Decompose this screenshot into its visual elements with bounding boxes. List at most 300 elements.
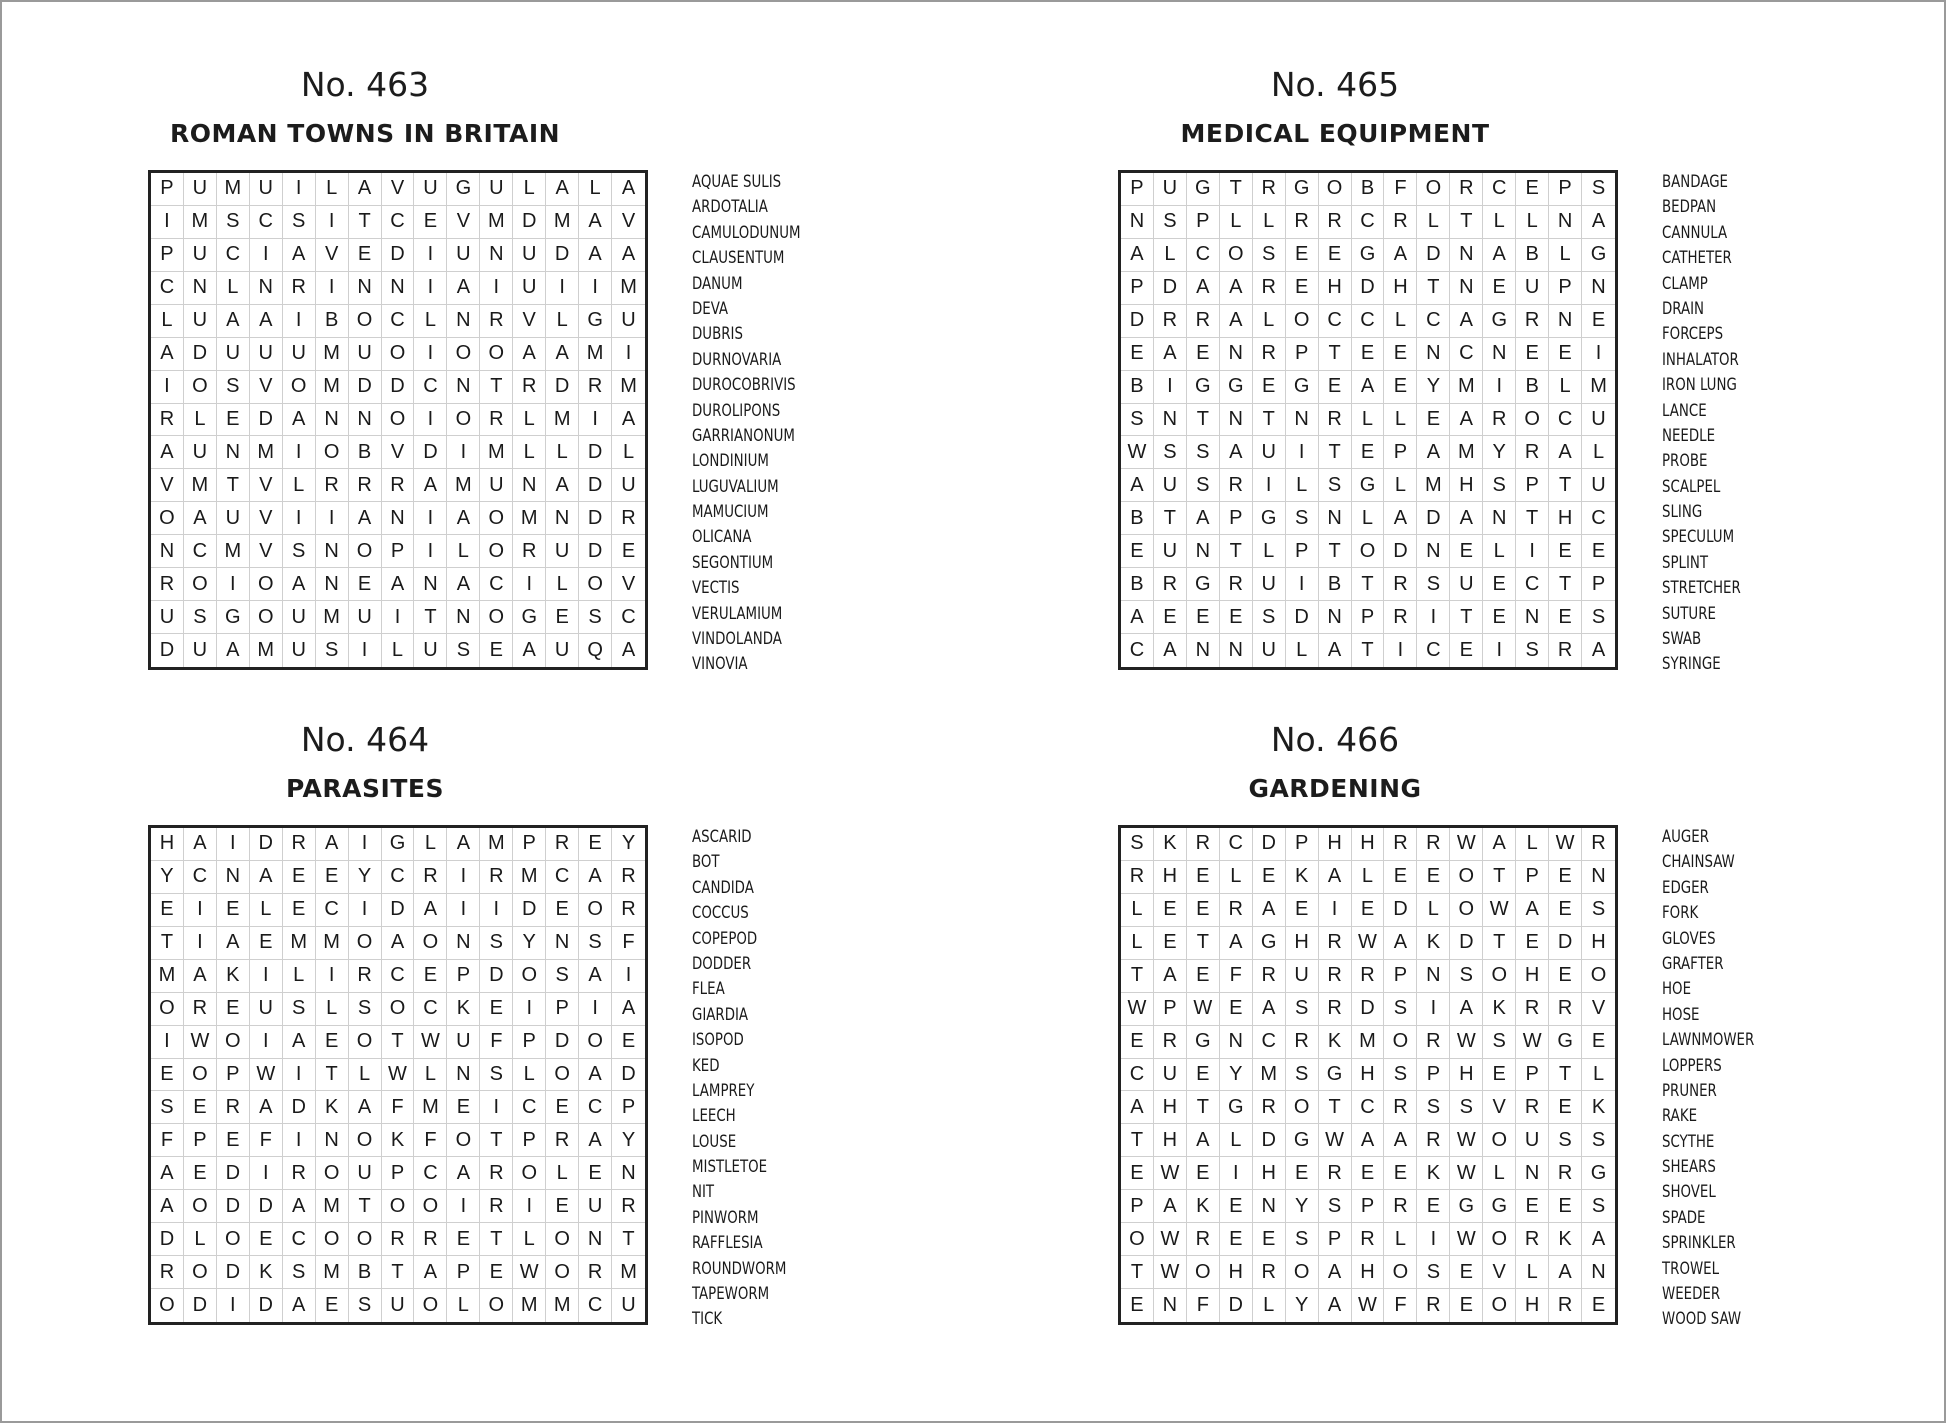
grid-cell[interactable]: E xyxy=(1121,1289,1154,1322)
grid-cell[interactable]: E xyxy=(1549,894,1582,927)
grid-cell[interactable]: R xyxy=(151,404,184,437)
grid-cell[interactable]: S xyxy=(283,993,316,1026)
grid-cell[interactable]: R xyxy=(1384,1091,1417,1124)
grid-cell[interactable]: D xyxy=(250,404,283,437)
grid-cell[interactable]: R xyxy=(1384,1190,1417,1223)
grid-cell[interactable]: E xyxy=(1352,436,1385,469)
grid-cell[interactable]: E xyxy=(1121,1026,1154,1059)
grid-cell[interactable]: C xyxy=(184,861,217,894)
grid-cell[interactable]: L xyxy=(217,272,250,305)
grid-cell[interactable]: W xyxy=(382,1059,415,1092)
grid-cell[interactable]: O xyxy=(184,371,217,404)
grid-cell[interactable]: S xyxy=(1549,1124,1582,1157)
grid-cell[interactable]: T xyxy=(1516,502,1549,535)
grid-cell[interactable]: M xyxy=(184,206,217,239)
grid-cell[interactable]: V xyxy=(612,568,645,601)
grid-cell[interactable]: I xyxy=(1286,436,1319,469)
grid-cell[interactable]: C xyxy=(1352,206,1385,239)
grid-cell[interactable]: E xyxy=(1483,272,1516,305)
grid-cell[interactable]: F xyxy=(1384,173,1417,206)
grid-cell[interactable]: R xyxy=(1253,960,1286,993)
grid-cell[interactable]: O xyxy=(447,338,480,371)
grid-cell[interactable]: U xyxy=(217,502,250,535)
grid-cell[interactable]: N xyxy=(1319,502,1352,535)
grid-cell[interactable]: T xyxy=(480,1223,513,1256)
grid-cell[interactable]: H xyxy=(1154,861,1187,894)
grid-cell[interactable]: A xyxy=(1319,634,1352,667)
grid-cell[interactable]: A xyxy=(1220,305,1253,338)
grid-cell[interactable]: I xyxy=(447,436,480,469)
grid-cell[interactable]: U xyxy=(1253,568,1286,601)
grid-cell[interactable]: D xyxy=(1154,272,1187,305)
grid-cell[interactable]: H xyxy=(1286,927,1319,960)
grid-cell[interactable]: T xyxy=(1121,1256,1154,1289)
grid-cell[interactable]: D xyxy=(1384,535,1417,568)
grid-cell[interactable]: M xyxy=(1352,1026,1385,1059)
grid-cell[interactable]: E xyxy=(579,828,612,861)
grid-cell[interactable]: U xyxy=(447,1026,480,1059)
grid-cell[interactable]: I xyxy=(414,338,447,371)
grid-cell[interactable]: N xyxy=(480,239,513,272)
grid-cell[interactable]: R xyxy=(1220,568,1253,601)
grid-cell[interactable]: U xyxy=(184,173,217,206)
grid-cell[interactable]: F xyxy=(1384,1289,1417,1322)
grid-cell[interactable]: E xyxy=(1417,404,1450,437)
grid-cell[interactable]: E xyxy=(1352,1157,1385,1190)
grid-cell[interactable]: S xyxy=(480,927,513,960)
grid-cell[interactable]: W xyxy=(1483,894,1516,927)
grid-cell[interactable]: E xyxy=(316,1289,349,1322)
grid-cell[interactable]: D xyxy=(546,371,579,404)
grid-cell[interactable]: D xyxy=(283,1091,316,1124)
grid-cell[interactable]: S xyxy=(1187,469,1220,502)
grid-cell[interactable]: U xyxy=(349,601,382,634)
grid-cell[interactable]: L xyxy=(283,960,316,993)
grid-cell[interactable]: E xyxy=(1187,601,1220,634)
grid-cell[interactable]: U xyxy=(546,634,579,667)
grid-cell[interactable]: E xyxy=(349,239,382,272)
grid-cell[interactable]: I xyxy=(382,601,415,634)
grid-cell[interactable]: P xyxy=(1352,1190,1385,1223)
grid-cell[interactable]: M xyxy=(447,469,480,502)
grid-cell[interactable]: R xyxy=(1319,206,1352,239)
grid-cell[interactable]: P xyxy=(1220,502,1253,535)
grid-cell[interactable]: E xyxy=(1319,239,1352,272)
grid-cell[interactable]: O xyxy=(1286,1256,1319,1289)
grid-cell[interactable]: H xyxy=(1319,272,1352,305)
grid-cell[interactable]: A xyxy=(513,634,546,667)
grid-cell[interactable]: A xyxy=(1384,1124,1417,1157)
grid-cell[interactable]: E xyxy=(1549,1190,1582,1223)
grid-cell[interactable]: Y xyxy=(151,861,184,894)
grid-cell[interactable]: L xyxy=(513,1059,546,1092)
grid-cell[interactable]: M xyxy=(546,404,579,437)
grid-cell[interactable]: P xyxy=(1286,338,1319,371)
grid-cell[interactable]: W xyxy=(250,1059,283,1092)
grid-cell[interactable]: U xyxy=(1154,469,1187,502)
grid-cell[interactable]: A xyxy=(151,338,184,371)
grid-cell[interactable]: A xyxy=(546,338,579,371)
grid-cell[interactable]: S xyxy=(1450,960,1483,993)
grid-cell[interactable]: N xyxy=(217,861,250,894)
grid-cell[interactable]: O xyxy=(480,338,513,371)
grid-cell[interactable]: D xyxy=(480,960,513,993)
grid-cell[interactable]: I xyxy=(217,828,250,861)
grid-cell[interactable]: U xyxy=(1154,1059,1187,1092)
grid-cell[interactable]: T xyxy=(1154,502,1187,535)
grid-cell[interactable]: I xyxy=(1384,634,1417,667)
grid-cell[interactable]: G xyxy=(1286,173,1319,206)
grid-cell[interactable]: O xyxy=(184,1190,217,1223)
grid-cell[interactable]: U xyxy=(612,469,645,502)
grid-cell[interactable]: P xyxy=(447,1256,480,1289)
grid-cell[interactable]: L xyxy=(151,305,184,338)
grid-cell[interactable]: A xyxy=(1319,1256,1352,1289)
grid-cell[interactable]: V xyxy=(513,305,546,338)
grid-cell[interactable]: N xyxy=(349,404,382,437)
grid-cell[interactable]: D xyxy=(1286,601,1319,634)
grid-cell[interactable]: I xyxy=(414,272,447,305)
grid-cell[interactable]: E xyxy=(1450,634,1483,667)
grid-cell[interactable]: A xyxy=(1319,861,1352,894)
grid-cell[interactable]: T xyxy=(1253,404,1286,437)
grid-cell[interactable]: P xyxy=(1549,173,1582,206)
grid-cell[interactable]: A xyxy=(621,639,636,662)
grid-cell[interactable]: R xyxy=(612,894,645,927)
grid-cell[interactable]: A xyxy=(447,568,480,601)
grid-cell[interactable]: O xyxy=(579,568,612,601)
grid-cell[interactable]: E xyxy=(480,993,513,1026)
grid-cell[interactable]: P xyxy=(612,1091,645,1124)
grid-cell[interactable]: D xyxy=(612,1059,645,1092)
grid-cell[interactable]: E xyxy=(250,927,283,960)
grid-cell[interactable]: A xyxy=(283,568,316,601)
grid-cell[interactable]: T xyxy=(612,1223,645,1256)
grid-cell[interactable]: O xyxy=(217,1026,250,1059)
grid-cell[interactable]: C xyxy=(414,993,447,1026)
grid-cell[interactable]: U xyxy=(382,1289,415,1322)
grid-cell[interactable]: C xyxy=(1319,305,1352,338)
grid-cell[interactable]: I xyxy=(316,206,349,239)
grid-cell[interactable]: R xyxy=(1549,1157,1582,1190)
grid-cell[interactable]: E xyxy=(1187,960,1220,993)
grid-cell[interactable]: D xyxy=(579,436,612,469)
grid-cell[interactable]: A xyxy=(1483,828,1516,861)
grid-cell[interactable]: G xyxy=(1187,371,1220,404)
grid-cell[interactable]: G xyxy=(1319,1059,1352,1092)
grid-cell[interactable]: H xyxy=(1253,1157,1286,1190)
grid-cell[interactable]: E xyxy=(217,993,250,1026)
grid-cell[interactable]: N xyxy=(316,568,349,601)
grid-cell[interactable]: O xyxy=(1286,1091,1319,1124)
grid-cell[interactable]: D xyxy=(579,469,612,502)
grid-cell[interactable]: E xyxy=(1549,338,1582,371)
grid-cell[interactable]: P xyxy=(513,828,546,861)
grid-cell[interactable]: R xyxy=(1516,1223,1549,1256)
grid-cell[interactable]: C xyxy=(1516,568,1549,601)
grid-cell[interactable]: A xyxy=(546,469,579,502)
grid-cell[interactable]: S xyxy=(1582,1124,1615,1157)
grid-cell[interactable]: H xyxy=(1220,1256,1253,1289)
grid-cell[interactable]: T xyxy=(1549,1059,1582,1092)
grid-cell[interactable]: B xyxy=(1516,371,1549,404)
grid-cell[interactable]: A xyxy=(447,272,480,305)
grid-cell[interactable]: H xyxy=(1352,828,1385,861)
grid-cell[interactable]: E xyxy=(1549,861,1582,894)
grid-cell[interactable]: R xyxy=(283,1157,316,1190)
grid-cell[interactable]: I xyxy=(579,993,612,1026)
grid-cell[interactable]: S xyxy=(316,634,349,667)
grid-cell[interactable]: U xyxy=(283,338,316,371)
grid-cell[interactable]: L xyxy=(513,404,546,437)
grid-cell[interactable]: C xyxy=(414,371,447,404)
grid-cell[interactable]: L xyxy=(1483,206,1516,239)
grid-cell[interactable]: N xyxy=(447,371,480,404)
grid-cell[interactable]: A xyxy=(1352,1124,1385,1157)
grid-cell[interactable]: F xyxy=(1220,960,1253,993)
grid-cell[interactable]: U xyxy=(1582,404,1615,437)
grid-cell[interactable]: P xyxy=(513,1026,546,1059)
grid-cell[interactable]: O xyxy=(546,1059,579,1092)
grid-cell[interactable]: P xyxy=(184,1124,217,1157)
grid-cell[interactable]: A xyxy=(151,1190,184,1223)
grid-cell[interactable]: P xyxy=(447,960,480,993)
grid-cell[interactable]: C xyxy=(612,601,645,634)
grid-cell[interactable]: R xyxy=(382,469,415,502)
grid-cell[interactable]: I xyxy=(414,502,447,535)
grid-cell[interactable]: L xyxy=(1384,404,1417,437)
grid-cell[interactable]: A xyxy=(250,1091,283,1124)
grid-cell[interactable]: D xyxy=(1352,993,1385,1026)
grid-cell[interactable]: S xyxy=(1121,404,1154,437)
grid-cell[interactable]: U xyxy=(184,634,217,667)
grid-cell[interactable]: S xyxy=(283,535,316,568)
grid-cell[interactable]: N xyxy=(316,404,349,437)
grid-cell[interactable]: M xyxy=(316,371,349,404)
grid-cell[interactable]: L xyxy=(316,993,349,1026)
grid-cell[interactable]: L xyxy=(1286,634,1319,667)
grid-cell[interactable]: C xyxy=(316,894,349,927)
grid-cell[interactable]: O xyxy=(414,1190,447,1223)
grid-cell[interactable]: R xyxy=(349,960,382,993)
grid-cell[interactable]: R xyxy=(151,568,184,601)
grid-cell[interactable]: E xyxy=(1417,861,1450,894)
grid-cell[interactable]: S xyxy=(1516,634,1549,667)
grid-cell[interactable]: B xyxy=(316,305,349,338)
grid-cell[interactable]: I xyxy=(447,894,480,927)
grid-cell[interactable]: O xyxy=(1417,173,1450,206)
grid-cell[interactable]: D xyxy=(151,1223,184,1256)
grid-cell[interactable]: T xyxy=(1483,927,1516,960)
grid-cell[interactable]: O xyxy=(1384,1256,1417,1289)
grid-cell[interactable]: U xyxy=(480,173,513,206)
grid-cell[interactable]: T xyxy=(1187,1091,1220,1124)
grid-cell[interactable]: R xyxy=(480,404,513,437)
grid-cell[interactable]: M xyxy=(217,173,250,206)
grid-cell[interactable]: T xyxy=(1549,568,1582,601)
grid-cell[interactable]: S xyxy=(1582,1190,1615,1223)
grid-cell[interactable]: I xyxy=(414,535,447,568)
grid-cell[interactable]: L xyxy=(1253,305,1286,338)
grid-cell[interactable]: P xyxy=(217,1059,250,1092)
grid-cell[interactable]: Y xyxy=(349,861,382,894)
grid-cell[interactable]: E xyxy=(1450,535,1483,568)
grid-cell[interactable]: S xyxy=(1319,469,1352,502)
grid-cell[interactable]: D xyxy=(513,894,546,927)
grid-cell[interactable]: C xyxy=(414,1157,447,1190)
grid-cell[interactable]: E xyxy=(1549,960,1582,993)
grid-cell[interactable]: A xyxy=(349,173,382,206)
grid-cell[interactable]: G xyxy=(1187,1026,1220,1059)
grid-cell[interactable]: D xyxy=(579,502,612,535)
grid-cell[interactable]: A xyxy=(1121,469,1154,502)
grid-cell[interactable]: W xyxy=(1121,436,1154,469)
grid-cell[interactable]: L xyxy=(1417,894,1450,927)
grid-cell[interactable]: O xyxy=(349,927,382,960)
grid-cell[interactable]: C xyxy=(579,1289,612,1322)
grid-cell[interactable]: K xyxy=(1187,1190,1220,1223)
grid-cell[interactable]: H xyxy=(1516,1289,1549,1322)
grid-cell[interactable]: R xyxy=(184,993,217,1026)
grid-cell[interactable]: W xyxy=(513,1256,546,1289)
grid-cell[interactable]: D xyxy=(1220,1289,1253,1322)
grid-cell[interactable]: I xyxy=(151,1026,184,1059)
grid-cell[interactable]: R xyxy=(1483,404,1516,437)
grid-cell[interactable]: A xyxy=(1187,1124,1220,1157)
grid-cell[interactable]: M xyxy=(250,436,283,469)
grid-cell[interactable]: I xyxy=(414,404,447,437)
grid-cell[interactable]: D xyxy=(382,239,415,272)
grid-cell[interactable]: E xyxy=(1450,1289,1483,1322)
grid-cell[interactable]: V xyxy=(151,469,184,502)
grid-cell[interactable]: W xyxy=(1121,993,1154,1026)
grid-cell[interactable]: O xyxy=(1384,1026,1417,1059)
grid-cell[interactable]: E xyxy=(447,1091,480,1124)
grid-cell[interactable]: M xyxy=(316,601,349,634)
grid-cell[interactable]: A xyxy=(414,894,447,927)
grid-cell[interactable]: P xyxy=(151,239,184,272)
grid-cell[interactable]: K xyxy=(1286,861,1319,894)
grid-cell[interactable]: M xyxy=(612,371,645,404)
grid-cell[interactable]: T xyxy=(1121,1124,1154,1157)
grid-cell[interactable]: M xyxy=(546,206,579,239)
grid-cell[interactable]: K xyxy=(1549,1223,1582,1256)
grid-cell[interactable]: M xyxy=(579,338,612,371)
grid-cell[interactable]: N xyxy=(447,1059,480,1092)
grid-cell[interactable]: A xyxy=(1121,1091,1154,1124)
grid-cell[interactable]: G xyxy=(1220,371,1253,404)
grid-cell[interactable]: U xyxy=(414,634,447,667)
grid-cell[interactable]: F xyxy=(151,1124,184,1157)
grid-cell[interactable]: A xyxy=(1121,239,1154,272)
grid-cell[interactable]: E xyxy=(1384,371,1417,404)
grid-cell[interactable]: S xyxy=(1483,469,1516,502)
grid-cell[interactable]: R xyxy=(480,861,513,894)
grid-cell[interactable]: K xyxy=(1417,927,1450,960)
grid-cell[interactable]: E xyxy=(447,1223,480,1256)
grid-cell[interactable]: R xyxy=(1450,173,1483,206)
grid-cell[interactable]: R xyxy=(382,1223,415,1256)
grid-cell[interactable]: F xyxy=(250,1124,283,1157)
grid-cell[interactable]: M xyxy=(513,861,546,894)
grid-cell[interactable]: O xyxy=(382,338,415,371)
grid-cell[interactable]: R xyxy=(1417,828,1450,861)
grid-cell[interactable]: A xyxy=(447,828,480,861)
grid-cell[interactable]: I xyxy=(316,960,349,993)
grid-cell[interactable]: R xyxy=(1417,1026,1450,1059)
grid-cell[interactable]: O xyxy=(151,1289,184,1322)
grid-cell[interactable]: T xyxy=(1319,1091,1352,1124)
grid-cell[interactable]: G xyxy=(1352,469,1385,502)
grid-cell[interactable]: S xyxy=(283,206,316,239)
grid-cell[interactable]: I xyxy=(283,1124,316,1157)
grid-cell[interactable]: A xyxy=(1591,639,1606,662)
grid-cell[interactable]: A xyxy=(184,960,217,993)
grid-cell[interactable]: T xyxy=(414,601,447,634)
grid-cell[interactable]: A xyxy=(414,469,447,502)
grid-cell[interactable]: O xyxy=(316,1157,349,1190)
grid-cell[interactable]: M xyxy=(316,1190,349,1223)
grid-cell[interactable]: M xyxy=(316,1256,349,1289)
grid-cell[interactable]: E xyxy=(1516,173,1549,206)
grid-cell[interactable]: A xyxy=(217,927,250,960)
grid-cell[interactable]: L xyxy=(1253,1289,1286,1322)
grid-cell[interactable]: B xyxy=(1516,239,1549,272)
grid-cell[interactable]: G xyxy=(217,601,250,634)
grid-cell[interactable]: W xyxy=(1516,1026,1549,1059)
grid-cell[interactable]: U xyxy=(1253,436,1286,469)
grid-cell[interactable]: A xyxy=(579,1059,612,1092)
grid-cell[interactable]: I xyxy=(217,568,250,601)
grid-cell[interactable]: S xyxy=(1286,1223,1319,1256)
grid-cell[interactable]: P xyxy=(1121,173,1154,206)
grid-cell[interactable]: E xyxy=(1154,894,1187,927)
grid-cell[interactable]: B xyxy=(1121,502,1154,535)
grid-cell[interactable]: O xyxy=(316,436,349,469)
grid-cell[interactable]: H xyxy=(1352,1059,1385,1092)
grid-cell[interactable]: V xyxy=(250,371,283,404)
grid-cell[interactable]: E xyxy=(1286,239,1319,272)
grid-cell[interactable]: P xyxy=(1121,272,1154,305)
grid-cell[interactable]: V xyxy=(250,469,283,502)
grid-cell[interactable]: L xyxy=(447,1289,480,1322)
grid-cell[interactable]: O xyxy=(1516,404,1549,437)
grid-cell[interactable]: N xyxy=(414,568,447,601)
grid-cell[interactable]: D xyxy=(349,371,382,404)
grid-cell[interactable]: N xyxy=(447,601,480,634)
grid-cell[interactable]: E xyxy=(1187,1059,1220,1092)
grid-cell[interactable]: R xyxy=(1549,993,1582,1026)
grid-cell[interactable]: E xyxy=(1286,1157,1319,1190)
grid-cell[interactable]: I xyxy=(283,173,316,206)
grid-cell[interactable]: V xyxy=(1582,993,1615,1026)
grid-cell[interactable]: E xyxy=(217,894,250,927)
grid-cell[interactable]: A xyxy=(1220,927,1253,960)
grid-cell[interactable]: R xyxy=(513,535,546,568)
grid-cell[interactable]: D xyxy=(1253,1124,1286,1157)
grid-cell[interactable]: E xyxy=(1121,1157,1154,1190)
grid-cell[interactable]: S xyxy=(1121,828,1154,861)
grid-cell[interactable]: A xyxy=(1384,927,1417,960)
grid-cell[interactable]: L xyxy=(546,436,579,469)
grid-cell[interactable]: A xyxy=(1121,601,1154,634)
grid-cell[interactable]: G xyxy=(382,828,415,861)
grid-cell[interactable]: H xyxy=(1384,272,1417,305)
grid-cell[interactable]: I xyxy=(579,404,612,437)
grid-cell[interactable]: A xyxy=(283,1026,316,1059)
grid-cell[interactable]: U xyxy=(1154,173,1187,206)
grid-cell[interactable]: M xyxy=(1450,371,1483,404)
